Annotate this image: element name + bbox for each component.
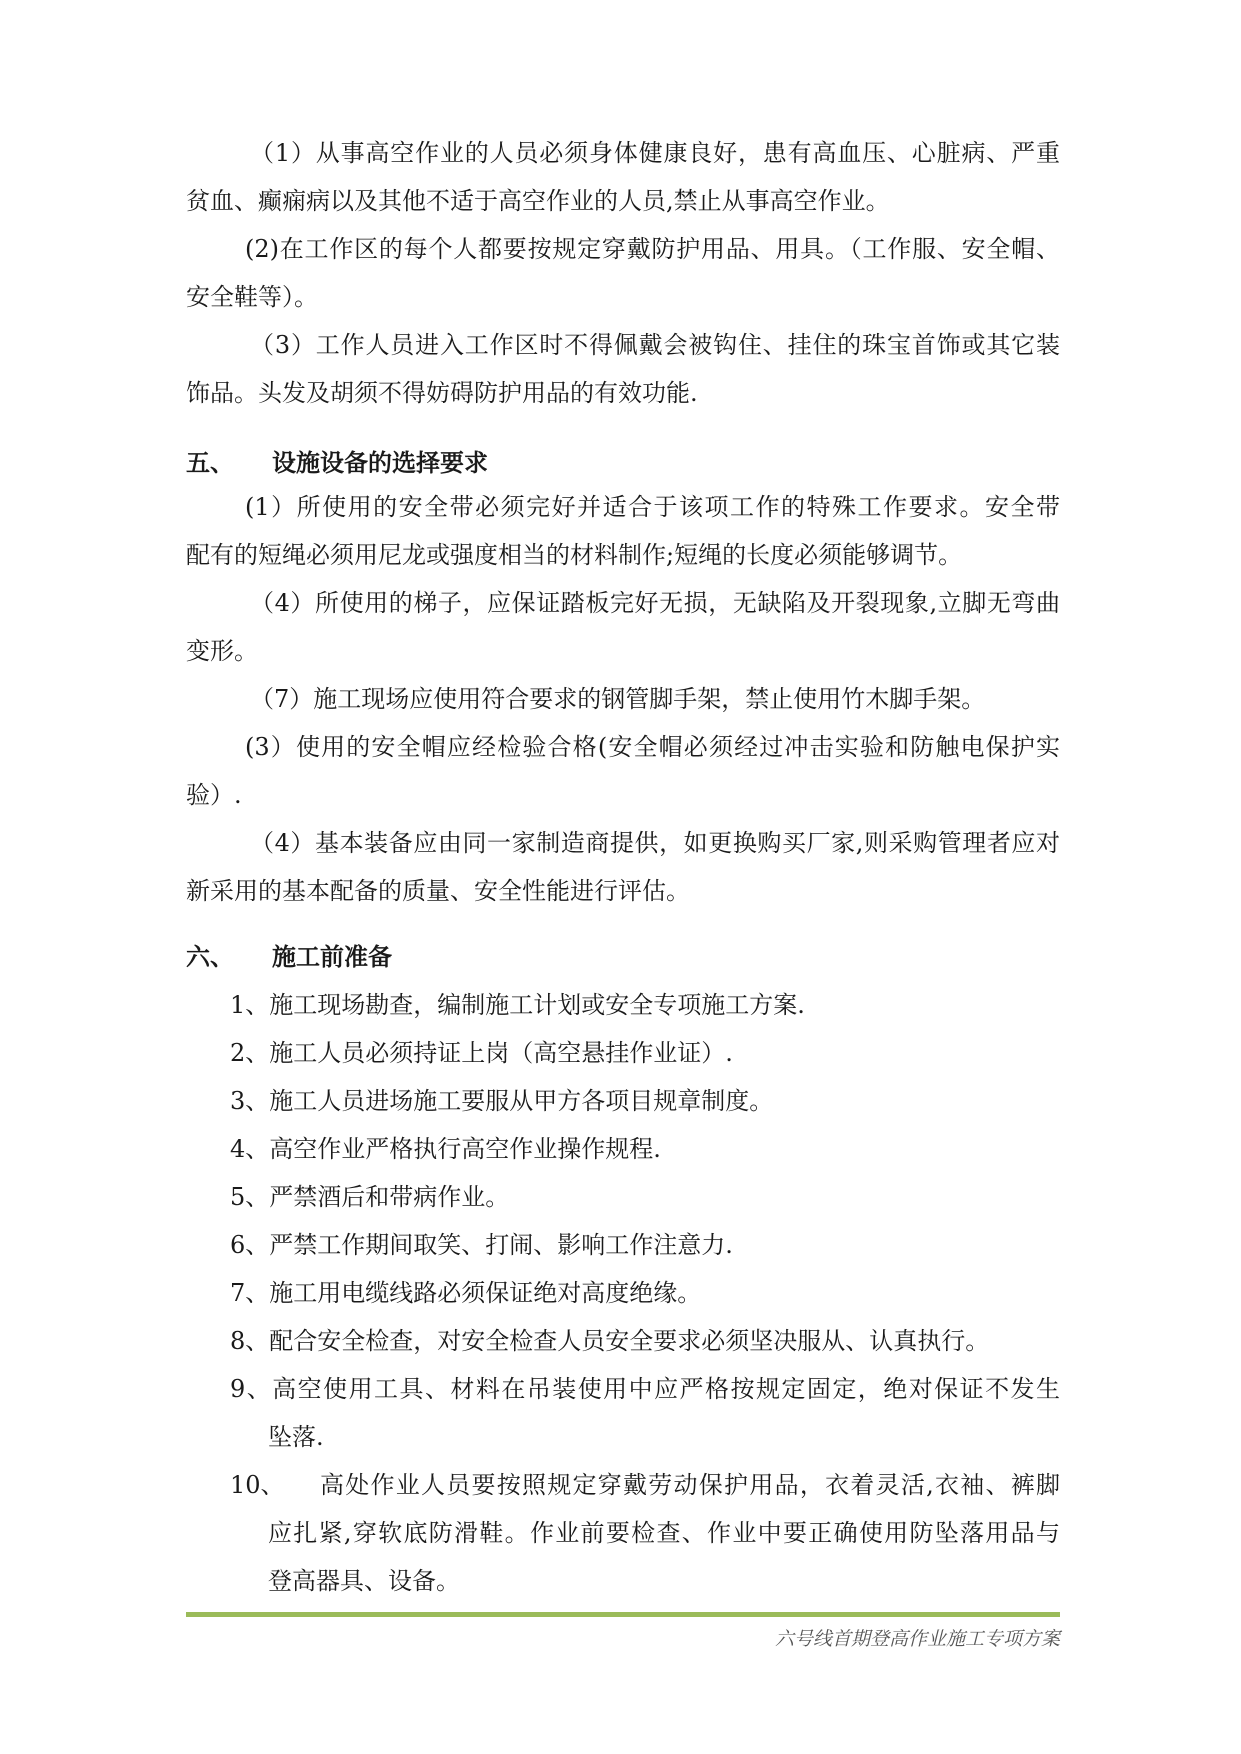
list-item-1 <box>230 989 805 1021</box>
list-item-text: 高空使用工具、材料在吊装使用中应严格按规定固定，绝对保证不发生 <box>272 1375 1060 1403</box>
list-item-text: 施工人员必须持证上岗（高空悬挂作业证）. <box>269 1039 733 1067</box>
list-item-number: 4、 <box>230 1135 270 1163</box>
list-item-2 <box>230 1037 733 1069</box>
section-6-title: 施工前准备 <box>272 942 392 971</box>
section-5-number: 五、 <box>186 448 234 477</box>
section-5-heading <box>186 447 488 479</box>
section-5-para-1-line-1: (1）所使用的安全带必须完好并适合于该项工作的特殊工作要求。安全带 <box>245 493 1060 521</box>
list-item-4 <box>230 1133 661 1165</box>
list-item-number: 5、 <box>230 1183 270 1211</box>
paragraph-1-line-1: （1）从事高空作业的人员必须身体健康良好，患有高血压、心脏病、严重 <box>250 139 1060 167</box>
list-item-number: 7、 <box>230 1279 270 1307</box>
paragraph-2-line-2: 安全鞋等）。 <box>186 283 318 311</box>
list-item-9-line-2: 坠落. <box>268 1423 324 1451</box>
list-item-10-number: 10、 <box>230 1471 285 1499</box>
list-item-9 <box>230 1373 1060 1405</box>
footer-divider <box>186 1612 1060 1617</box>
paragraph-3-line-2: 饰品。头发及胡须不得妨碍防护用品的有效功能. <box>186 379 698 407</box>
section-5-title: 设施设备的选择要求 <box>272 448 488 477</box>
list-item-number: 8、 <box>230 1327 270 1355</box>
footer-document-title: 六号线首期登高作业施工专项方案 <box>774 1628 1060 1650</box>
paragraph-2-line-1: (2)在工作区的每个人都要按规定穿戴防护用品、用具。（工作服、安全帽、 <box>245 235 1060 263</box>
list-item-number: 1、 <box>230 991 270 1019</box>
list-item-text: 配合安全检查，对安全检查人员安全要求必须坚决服从、认真执行。 <box>269 1327 990 1355</box>
section-5-para-5-line-2: 新采用的基本配备的质量、安全性能进行评估。 <box>186 877 690 905</box>
list-item-text: 施工用电缆线路必须保证绝对高度绝缘。 <box>269 1279 702 1307</box>
paragraph-1-line-2: 贫血、癫痫病以及其他不适于高空作业的人员,禁止从事高空作业。 <box>186 187 890 215</box>
list-item-number: 9、 <box>230 1375 273 1403</box>
list-item-text: 严禁酒后和带病作业。 <box>269 1183 510 1211</box>
list-item-8 <box>230 1325 989 1357</box>
section-5-para-2-line-1: （4）所使用的梯子，应保证踏板完好无损，无缺陷及开裂现象,立脚无弯曲 <box>250 589 1060 617</box>
list-item-10-line-3: 登高器具、设备。 <box>268 1567 460 1595</box>
list-item-number: 6、 <box>230 1231 270 1259</box>
list-item-3 <box>230 1085 773 1117</box>
list-item-text: 施工现场勘查，编制施工计划或安全专项施工方案. <box>269 991 805 1019</box>
section-5-para-1-line-2: 配有的短绳必须用尼龙或强度相当的材料制作;短绳的长度必须能够调节。 <box>186 541 963 569</box>
list-item-text: 施工人员进场施工要服从甲方各项目规章制度。 <box>269 1087 774 1115</box>
list-item-text: 严禁工作期间取笑、打闹、影响工作注意力. <box>269 1231 733 1259</box>
list-item-number: 2、 <box>230 1039 270 1067</box>
section-6-heading <box>186 941 392 973</box>
list-item-text: 高空作业严格执行高空作业操作规程. <box>269 1135 661 1163</box>
paragraph-3-line-1: （3）工作人员进入工作区时不得佩戴会被钩住、挂住的珠宝首饰或其它装 <box>250 331 1060 359</box>
section-6-number: 六、 <box>186 942 234 971</box>
section-5-para-5-line-1: （4）基本装备应由同一家制造商提供，如更换购买厂家,则采购管理者应对 <box>250 829 1060 857</box>
list-item-10-line-2: 应扎紧,穿软底防滑鞋。作业前要检查、作业中要正确使用防坠落用品与 <box>268 1519 1060 1547</box>
list-item-10-line-1: 高处作业人员要按照规定穿戴劳动保护用品，衣着灵活,衣袖、裤脚 <box>320 1471 1060 1499</box>
list-item-number: 3、 <box>230 1087 270 1115</box>
list-item-6 <box>230 1229 733 1261</box>
section-5-para-4-line-1: (3）使用的安全帽应经检验合格(安全帽必须经过冲击实验和防触电保护实 <box>245 733 1060 761</box>
section-5-para-3-line-1: （7）施工现场应使用符合要求的钢管脚手架，禁止使用竹木脚手架。 <box>250 685 986 713</box>
section-5-para-4-line-2: 验）. <box>186 781 242 809</box>
section-5-para-2-line-2: 变形。 <box>186 637 258 665</box>
list-item-7 <box>230 1277 701 1309</box>
list-item-5 <box>230 1181 509 1213</box>
